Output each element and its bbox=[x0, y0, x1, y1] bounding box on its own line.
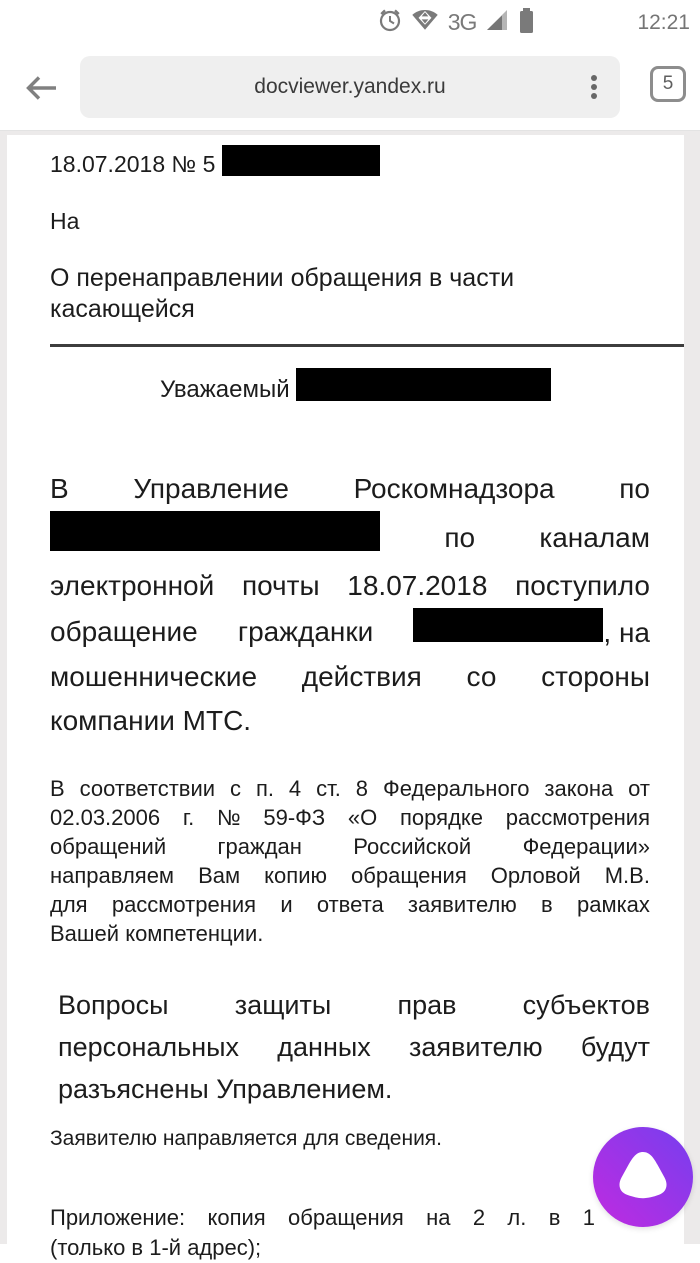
doc-text: рассмотрения bbox=[111, 892, 257, 917]
doc-text: В bbox=[50, 473, 69, 504]
doc-text: обращение bbox=[50, 615, 198, 647]
doc-text: Управление bbox=[133, 473, 289, 504]
doc-line bbox=[50, 564, 650, 608]
alarm-icon bbox=[378, 7, 402, 38]
doc-text: Уважаемый bbox=[160, 375, 290, 403]
doc-text: О перенаправлении обращения в части bbox=[50, 264, 515, 292]
doc-text: 4 bbox=[288, 776, 302, 801]
address-bar[interactable] bbox=[80, 56, 620, 118]
doc-text: Вам bbox=[198, 863, 241, 888]
doc-line bbox=[50, 608, 650, 655]
doc-text: гражданки bbox=[237, 615, 374, 647]
doc-text: и bbox=[280, 892, 293, 917]
doc-text: субъектов bbox=[522, 990, 650, 1020]
doc-line bbox=[50, 1124, 650, 1153]
back-arrow-icon bbox=[22, 69, 60, 107]
doc-line bbox=[50, 890, 650, 919]
doc-line bbox=[50, 263, 650, 294]
doc-to-line bbox=[50, 206, 650, 237]
doc-line bbox=[50, 368, 650, 410]
doc-salutation bbox=[50, 368, 650, 410]
doc-text: заявителю bbox=[407, 892, 517, 917]
doc-text: в bbox=[548, 1205, 561, 1230]
doc-text: копию bbox=[264, 863, 327, 888]
doc-legal-paragraph bbox=[50, 774, 650, 948]
doc-text: касающейся bbox=[50, 295, 195, 323]
doc-text: разъяснены Управлением. bbox=[58, 1074, 393, 1104]
doc-text: защиты bbox=[234, 990, 332, 1020]
status-bar bbox=[0, 0, 700, 45]
url-text: docviewer.yandex.ru bbox=[254, 75, 446, 98]
doc-text: на bbox=[426, 1205, 451, 1230]
doc-text: 18.07.2018 bbox=[347, 570, 488, 601]
battery-icon bbox=[518, 7, 535, 39]
redaction-group bbox=[50, 511, 380, 564]
doc-text: 59-ФЗ bbox=[263, 805, 326, 830]
doc-line bbox=[50, 803, 650, 832]
doc-text: со bbox=[466, 661, 497, 692]
doc-line bbox=[50, 1203, 595, 1233]
doc-text: № bbox=[217, 805, 241, 830]
doc-text: Вопросы bbox=[58, 990, 169, 1020]
doc-divider bbox=[50, 344, 684, 347]
doc-line bbox=[50, 206, 650, 237]
doc-text: персональных bbox=[58, 1032, 240, 1062]
clock-time: 12:21 bbox=[637, 10, 690, 34]
doc-line bbox=[50, 919, 650, 948]
doc-text: , на bbox=[603, 617, 650, 648]
doc-text: Вашей компетенции. bbox=[50, 921, 264, 946]
doc-text: Приложение: bbox=[50, 1205, 186, 1230]
doc-body-paragraph bbox=[50, 467, 650, 743]
doc-text: 18.07.2018 № 5 bbox=[50, 151, 216, 177]
doc-line bbox=[50, 774, 650, 803]
menu-kebab-icon[interactable] bbox=[584, 73, 604, 101]
doc-text: электронной bbox=[50, 570, 215, 601]
doc-text: 8 bbox=[355, 776, 369, 801]
doc-ref-line bbox=[50, 145, 650, 184]
doc-text: компании МТС. bbox=[50, 705, 252, 736]
doc-text: (только в 1-й адрес); bbox=[50, 1235, 262, 1260]
doc-line bbox=[50, 145, 650, 184]
doc-line bbox=[50, 294, 650, 325]
doc-text: направляем bbox=[50, 863, 175, 888]
doc-text: стороны bbox=[541, 661, 650, 692]
doc-text: рассмотрения bbox=[505, 805, 650, 830]
doc-fyi-line bbox=[50, 1124, 650, 1153]
doc-text: обращения bbox=[288, 1205, 404, 1230]
doc-text: ответа bbox=[316, 892, 384, 917]
doc-text: Федерации» bbox=[522, 834, 650, 859]
tab-count: 5 bbox=[662, 73, 674, 94]
doc-text: п. bbox=[255, 776, 274, 801]
doc-text: по bbox=[619, 473, 650, 504]
doc-text: будут bbox=[580, 1032, 650, 1062]
doc-line bbox=[50, 1233, 650, 1263]
doc-text: в bbox=[541, 892, 553, 917]
signal-strength-icon bbox=[485, 8, 509, 37]
doc-text: действия bbox=[301, 661, 422, 692]
doc-text: 1 bbox=[582, 1205, 595, 1230]
doc-text: граждан bbox=[217, 834, 302, 859]
redaction-bar bbox=[222, 145, 380, 176]
doc-text: М.В. bbox=[604, 863, 650, 888]
wifi-data-icon bbox=[411, 8, 439, 37]
network-type-label: 3G bbox=[447, 9, 477, 35]
doc-line bbox=[50, 832, 650, 861]
tabs-counter-button[interactable] bbox=[650, 66, 686, 102]
doc-text: для bbox=[50, 892, 88, 917]
doc-text: рамках bbox=[576, 892, 650, 917]
alice-icon bbox=[593, 1127, 693, 1227]
doc-text: Заявителю направляется для сведения. bbox=[50, 1127, 443, 1150]
doc-text: «О bbox=[347, 805, 378, 830]
doc-text: г. bbox=[182, 805, 195, 830]
doc-text: прав bbox=[397, 990, 457, 1020]
redaction-group bbox=[413, 608, 650, 655]
doc-text: л. bbox=[507, 1205, 527, 1230]
doc-text: от bbox=[628, 776, 650, 801]
doc-text: заявителю bbox=[409, 1032, 543, 1062]
doc-line bbox=[50, 1068, 650, 1110]
doc-text: ст. bbox=[316, 776, 341, 801]
doc-line bbox=[50, 655, 650, 699]
doc-text: копия bbox=[207, 1205, 266, 1230]
doc-text: каналам bbox=[539, 521, 650, 553]
doc-line bbox=[50, 699, 650, 743]
doc-text: Федерального bbox=[382, 776, 530, 801]
doc-text: с bbox=[230, 776, 241, 801]
doc-text: обращения bbox=[351, 863, 467, 888]
doc-text: На bbox=[50, 208, 80, 234]
doc-note-paragraph bbox=[50, 984, 650, 1110]
doc-text: Орловой bbox=[490, 863, 581, 888]
doc-text: поступило bbox=[515, 570, 650, 601]
redaction-bar bbox=[413, 608, 603, 642]
doc-text: порядке bbox=[400, 805, 484, 830]
docviewer-background[interactable] bbox=[0, 131, 700, 1260]
redaction-group bbox=[296, 368, 551, 410]
doc-line bbox=[50, 1026, 650, 1068]
doc-text: по bbox=[444, 521, 476, 553]
status-icons bbox=[378, 7, 536, 39]
redaction-bar bbox=[296, 368, 551, 401]
doc-line bbox=[50, 861, 650, 890]
doc-text: Российской bbox=[353, 834, 472, 859]
doc-attachment bbox=[50, 1203, 650, 1263]
back-button[interactable] bbox=[22, 69, 60, 107]
doc-text: 02.03.2006 bbox=[50, 805, 161, 830]
doc-text: почты bbox=[241, 570, 320, 601]
document-page[interactable] bbox=[7, 135, 684, 1260]
browser-toolbar bbox=[0, 45, 700, 131]
doc-text: обращений bbox=[50, 834, 167, 859]
doc-text: мошеннические bbox=[50, 661, 258, 692]
alice-assistant-button[interactable] bbox=[593, 1127, 693, 1227]
doc-text: Роскомнадзора bbox=[353, 473, 555, 504]
redaction-bar bbox=[50, 511, 380, 551]
doc-line bbox=[50, 984, 650, 1026]
doc-text: 2 bbox=[472, 1205, 486, 1230]
doc-line bbox=[50, 467, 650, 511]
doc-line bbox=[50, 511, 650, 564]
doc-text: В bbox=[50, 776, 65, 801]
doc-subject bbox=[50, 263, 650, 325]
doc-text: данных bbox=[277, 1032, 371, 1062]
doc-text: соответствии bbox=[79, 776, 216, 801]
doc-text: закона bbox=[544, 776, 614, 801]
redaction-group bbox=[222, 145, 380, 184]
